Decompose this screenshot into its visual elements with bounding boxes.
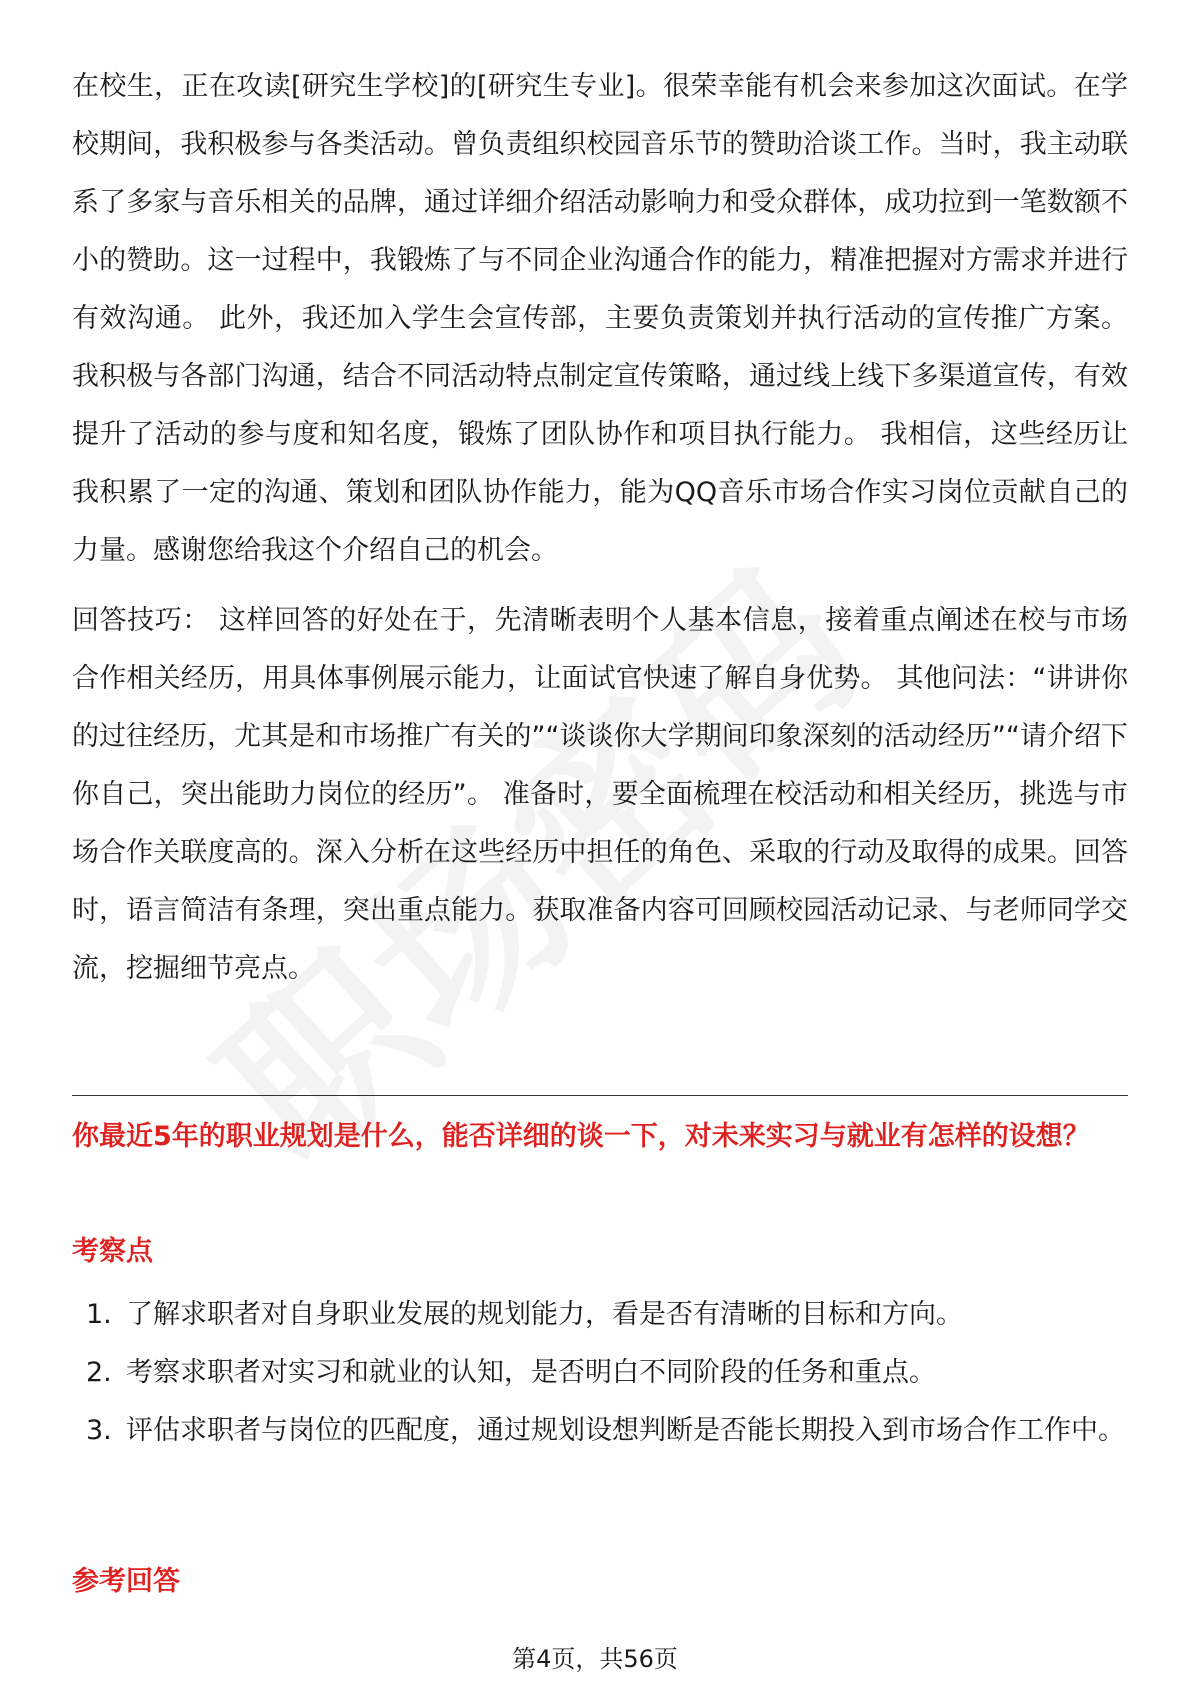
answer-tips-paragraph: 回答技巧： 这样回答的好处在于，先清晰表明个人基本信息，接着重点阐述在校与市场合作相关经历，用具体事例展示能力，让面试官快速了解自身优势。 其他问法：“讲讲你的过往经历，尤其是和市场推广有关的”“谈谈你大学期间印象深刻的活动经历”“请介绍下你自己，突出能助力岗位的经历”。 准备时，要全面梳理在校活动和相关经历，挑选与市场合作关联度高的。深入分析在这些经历中担任的角色、采取的行动及取得的成果。回答时，语言简洁有条理，突出重点能力。获取准备内容可回顾校园活动记录、与老师同学交流，挖掘细节亮点。	[72, 605, 1128, 984]
list-number: 3.	[86, 1415, 112, 1446]
list-text: 考察求职者对实习和就业的认知，是否明白不同阶段的任务和重点。	[126, 1357, 936, 1388]
intro-answer-paragraph: 在校生，正在攻读[研究生学校]的[研究生专业]。很荣幸能有机会来参加这次面试。在学校期间，我积极参与各类活动。曾负责组织校园音乐节的赞助洽谈工作。当时，我主动联系了多家与音乐相关的品牌，通过详细介绍活动影响力和受众群体，成功拉到一笔数额不小的赞助。这一过程中，我锻炼了与不同企业沟通合作的能力，精准把握对方需求并进行有效沟通。 此外，我还加入学生会宣传部，主要负责策划并执行活动的宣传推广方案。我积极与各部门沟通，结合不同活动特点制定宣传策略，通过线上线下多渠道宣传，有效提升了活动的参与度和知名度，锻炼了团队协作和项目执行能力。 我相信，这些经历让我积累了一定的沟通、策划和团队协作能力，能为QQ音乐市场合作实习岗位贡献自己的力量。感谢您给我这个介绍自己的机会。	[72, 71, 1128, 566]
list-number: 2.	[86, 1357, 112, 1388]
assessment-point	[72, 1344, 1128, 1402]
section-divider	[72, 1095, 1128, 1096]
answer-body	[72, 58, 1128, 998]
reference-answer-heading: 参考回答	[72, 1566, 180, 1597]
assessment-points-list	[72, 1286, 1128, 1460]
assessment-point	[72, 1286, 1128, 1344]
list-number: 1.	[86, 1299, 112, 1330]
list-text: 评估求职者与岗位的匹配度，通过规划设想判断是否能长期投入到市场合作工作中。	[126, 1415, 1125, 1446]
assessment-heading: 考察点	[72, 1236, 153, 1267]
page-footer: 第4页，共56页	[512, 1645, 678, 1673]
list-text: 了解求职者对自身职业发展的规划能力，看是否有清晰的目标和方向。	[126, 1299, 963, 1330]
question-title: 你最近5年的职业规划是什么，能否详细的谈一下，对未来实习与就业有怎样的设想？	[72, 1121, 1090, 1152]
assessment-point	[72, 1402, 1128, 1460]
